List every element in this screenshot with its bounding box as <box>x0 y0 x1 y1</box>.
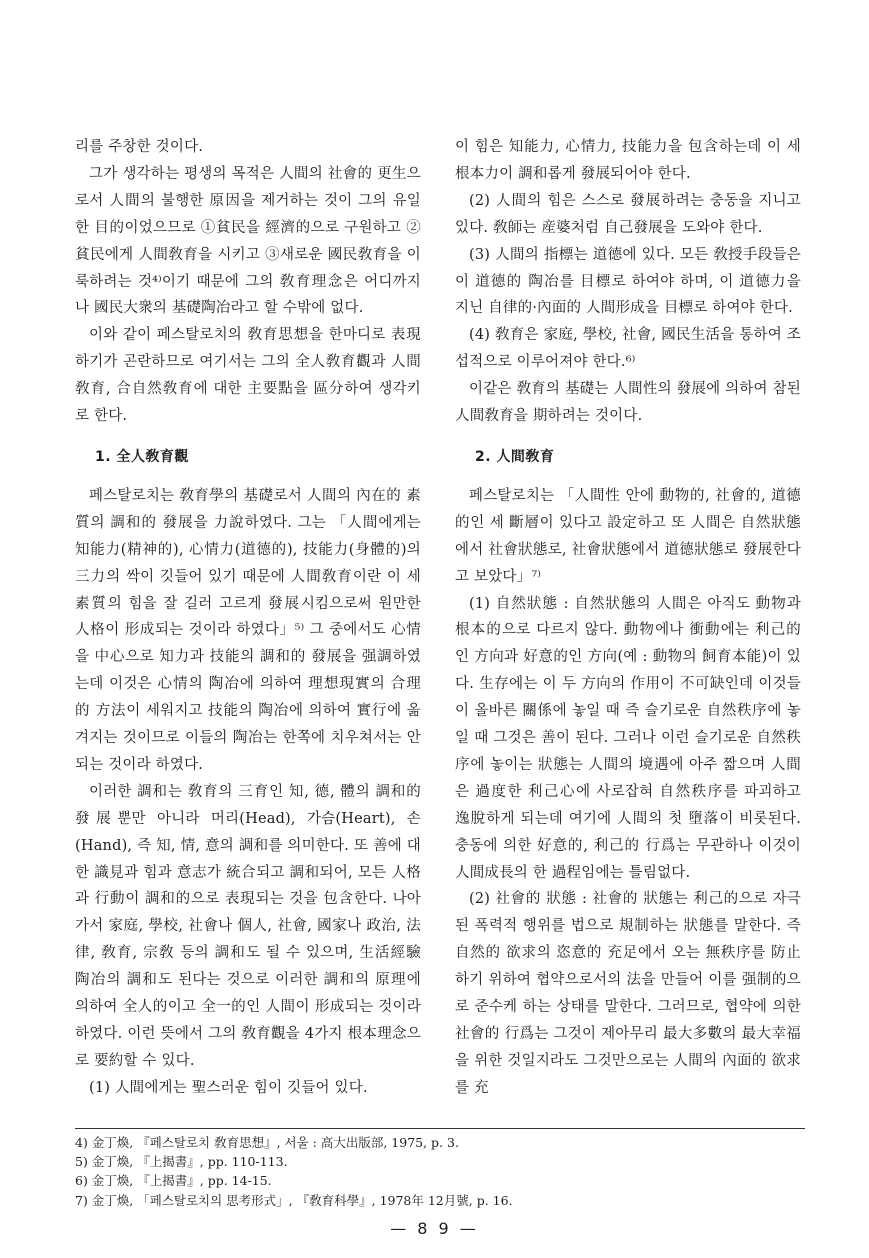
section-spacer <box>455 471 801 483</box>
footnote-item: 6) 金丁煥, 『上揭書』, pp. 14-15. <box>75 1173 272 1189</box>
section-spacer <box>75 430 421 444</box>
body-paragraph: 이 힘은 知能力, 心情力, 技能力을 包含하는데 이 세 根本力이 調和롭게 發展되어야 한다. <box>455 139 801 182</box>
body-paragraph: 페스탈로치는 「人間性 안에 動物的, 社會的, 道德的인 세 斷層이 있다고 設定하고 또 人間은 自然狀態에서 社會狀態로, 社會狀態에서 道德狀態로 發展한다고 보았다」⁷⁾ <box>455 487 801 585</box>
section-spacer <box>75 471 421 483</box>
footnote-item: 7) 金丁煥, 「페스탈로치의 思考形式」, 『敎育科學』, 1978年 12月號, p. 16. <box>75 1192 513 1208</box>
body-paragraph: (2) 人間의 힘은 스스로 發展하려는 충동을 지니고 있다. 敎師는 産婆처럼 自己發展을 도와야 한다. <box>455 192 801 236</box>
footnote-item: 5) 金丁煥, 『上揭書』, pp. 110-113. <box>75 1154 288 1170</box>
body-paragraph: (1) 人間에게는 聖스러운 힘이 깃들어 있다. <box>89 1079 368 1096</box>
section-spacer <box>455 430 801 444</box>
body-paragraph: (4) 敎育은 家庭, 學校, 社會, 國民生活을 통하여 조섭적으로 이루어져야 한다.⁶⁾ <box>455 327 801 371</box>
section-heading: 2. 人間敎育 <box>475 448 555 465</box>
footnotes <box>75 1133 805 1210</box>
section-heading: 1. 全人敎育觀 <box>95 448 189 465</box>
body-paragraph: (1) 自然狀態 : 自然狀態의 人間은 아직도 動物과 根本的으로 다르지 않다. 動物에나 衝動에는 利己的인 方向과 好意的인 方向(예 : 動物의 飼育本能)이 있다. 生存에는 이 두 方向의 作用이 不可缺인데 이것들이 올바른 關係에 놓일 때 즉 슬기로운 自然秩序에 놓일 때 그것은 善이 된다. 그러나 이런 슬기로운 自然秩序에 놓이는 狀態는 人間의 境遇에 아주 짧으며 人間은 過度한 利己心에 사로잡혀 自然秩序를 파괴하고 逸脫하게 되는데 여기에 人間의 첫 墮落이 비롯된다. 충동에 의한 好意的, 利己的 行爲는 무관하나 이것이 人間成長의 한 過程임에는 틀림없다. <box>455 595 801 881</box>
body-paragraph: 그가 생각하는 평생의 목적은 人間의 社會的 更生으로서 人間의 불행한 原因을 제거하는 것이 그의 유일한 目的이었으므로 ①貧民을 經濟的으로 구원하고 ②貧民에게 人間敎育을 시키고 ③새로운 國民敎育을 이룩하려는 것⁴⁾이기 때문에 그의 敎育理念은 어디까지나 國民大衆의 基礎陶冶라고 할 수밖에 없다. <box>75 165 421 317</box>
body-paragraph: 이러한 調和는 敎育의 三育인 知, 德, 體의 調和的 發展뿐만 아니라 머리(Head), 가슴(Heart), 손(Hand), 즉 知, 情, 意의 調和를 의미한다. 또 善에 대한 識見과 힘과 意志가 統合되고 調和되어, 모든 人格과 行動이 調和的으로 表現되는 것을 包含한다. 나아가서 家庭, 學校, 社會나 個人, 社會, 國家나 政治, 法律, 敎育, 宗敎 등의 調和도 될 수 있으며, 生活經驗 陶冶의 調和도 된다는 것으로 이러한 調和의 原理에 의하여 全人的이고 全一的인 人間이 形成되는 것이라 하였다. 이런 뜻에서 그의 敎育觀을 4가지 根本理念으로 要約할 수 있다. <box>75 783 421 1069</box>
footnote-separator <box>75 1128 805 1129</box>
body-paragraph: 이같은 敎育의 基礎는 人間性의 發展에 의하여 참된 人間敎育을 期하려는 것이다. <box>455 381 801 425</box>
body-paragraph: 리를 주창한 것이다. <box>75 139 204 155</box>
right-column <box>455 134 801 1102</box>
body-paragraph: 이와 같이 페스탈로치의 敎育思想을 한마디로 表現하기가 곤란하므로 여기서는 그의 全人敎育觀과 人間敎育, 合自然敎育에 대한 主要點을 區分하여 생각키로 한다. <box>75 327 421 425</box>
left-column <box>75 134 421 1102</box>
body-paragraph: (3) 人間의 指標는 道德에 있다. 모든 敎授手段들은 이 道德的 陶冶를 目標로 하여야 하며, 이 道德力을 지닌 自律的·內面的 人間形成을 目標로 하여야 한다. <box>455 246 801 317</box>
body-paragraph: (2) 社會的 狀態 : 社會的 狀態는 利己的으로 자극된 폭력적 행위를 법으로 規制하는 狀態를 말한다. 즉 自然的 欲求의 恣意的 充足에서 오는 無秩序를 防止하기 위하여 협약으로서의 法을 만들어 이를 强制的으로 준수케 하는 상태를 말한다. 그러므로, 협약에 의한 社會的 行爲는 그것이 제아무리 最大多數의 最大幸福을 위한 것일지라도 그것만으로는 人間의 內面的 欲求를 充 <box>455 891 801 1096</box>
page-number: — 8 9 — <box>390 1219 479 1238</box>
footnote-item: 4) 金丁煥, 『페스탈로치 敎育思想』, 서울 : 高大出版部, 1975, p. 3. <box>75 1135 459 1150</box>
body-paragraph: 페스탈로치는 敎育學의 基礎로서 人間의 內在的 素質의 調和的 發展을 力說하였다. 그는 「人間에게는 知能力(精神的), 心情力(道德的), 技能力(身體的)의 三力의 싹이 깃들어 있기 때문에 人間敎育이란 이 세 素質의 힘을 잘 길러 고르게 發展시킴으로써 원만한 人格이 形成되는 것이라 하였다」⁵⁾ 그 중에서도 心情을 中心으로 知力과 技能의 調和的 發展을 强調하였는데 이것은 心情의 陶冶에 의하여 理想現實의 合理的 方法이 세워지고 技能의 陶冶에 의하여 實行에 옮겨지는 것이므로 이들의 陶冶는 한쪽에 치우쳐서는 안 되는 것이라 하였다. <box>75 487 421 773</box>
